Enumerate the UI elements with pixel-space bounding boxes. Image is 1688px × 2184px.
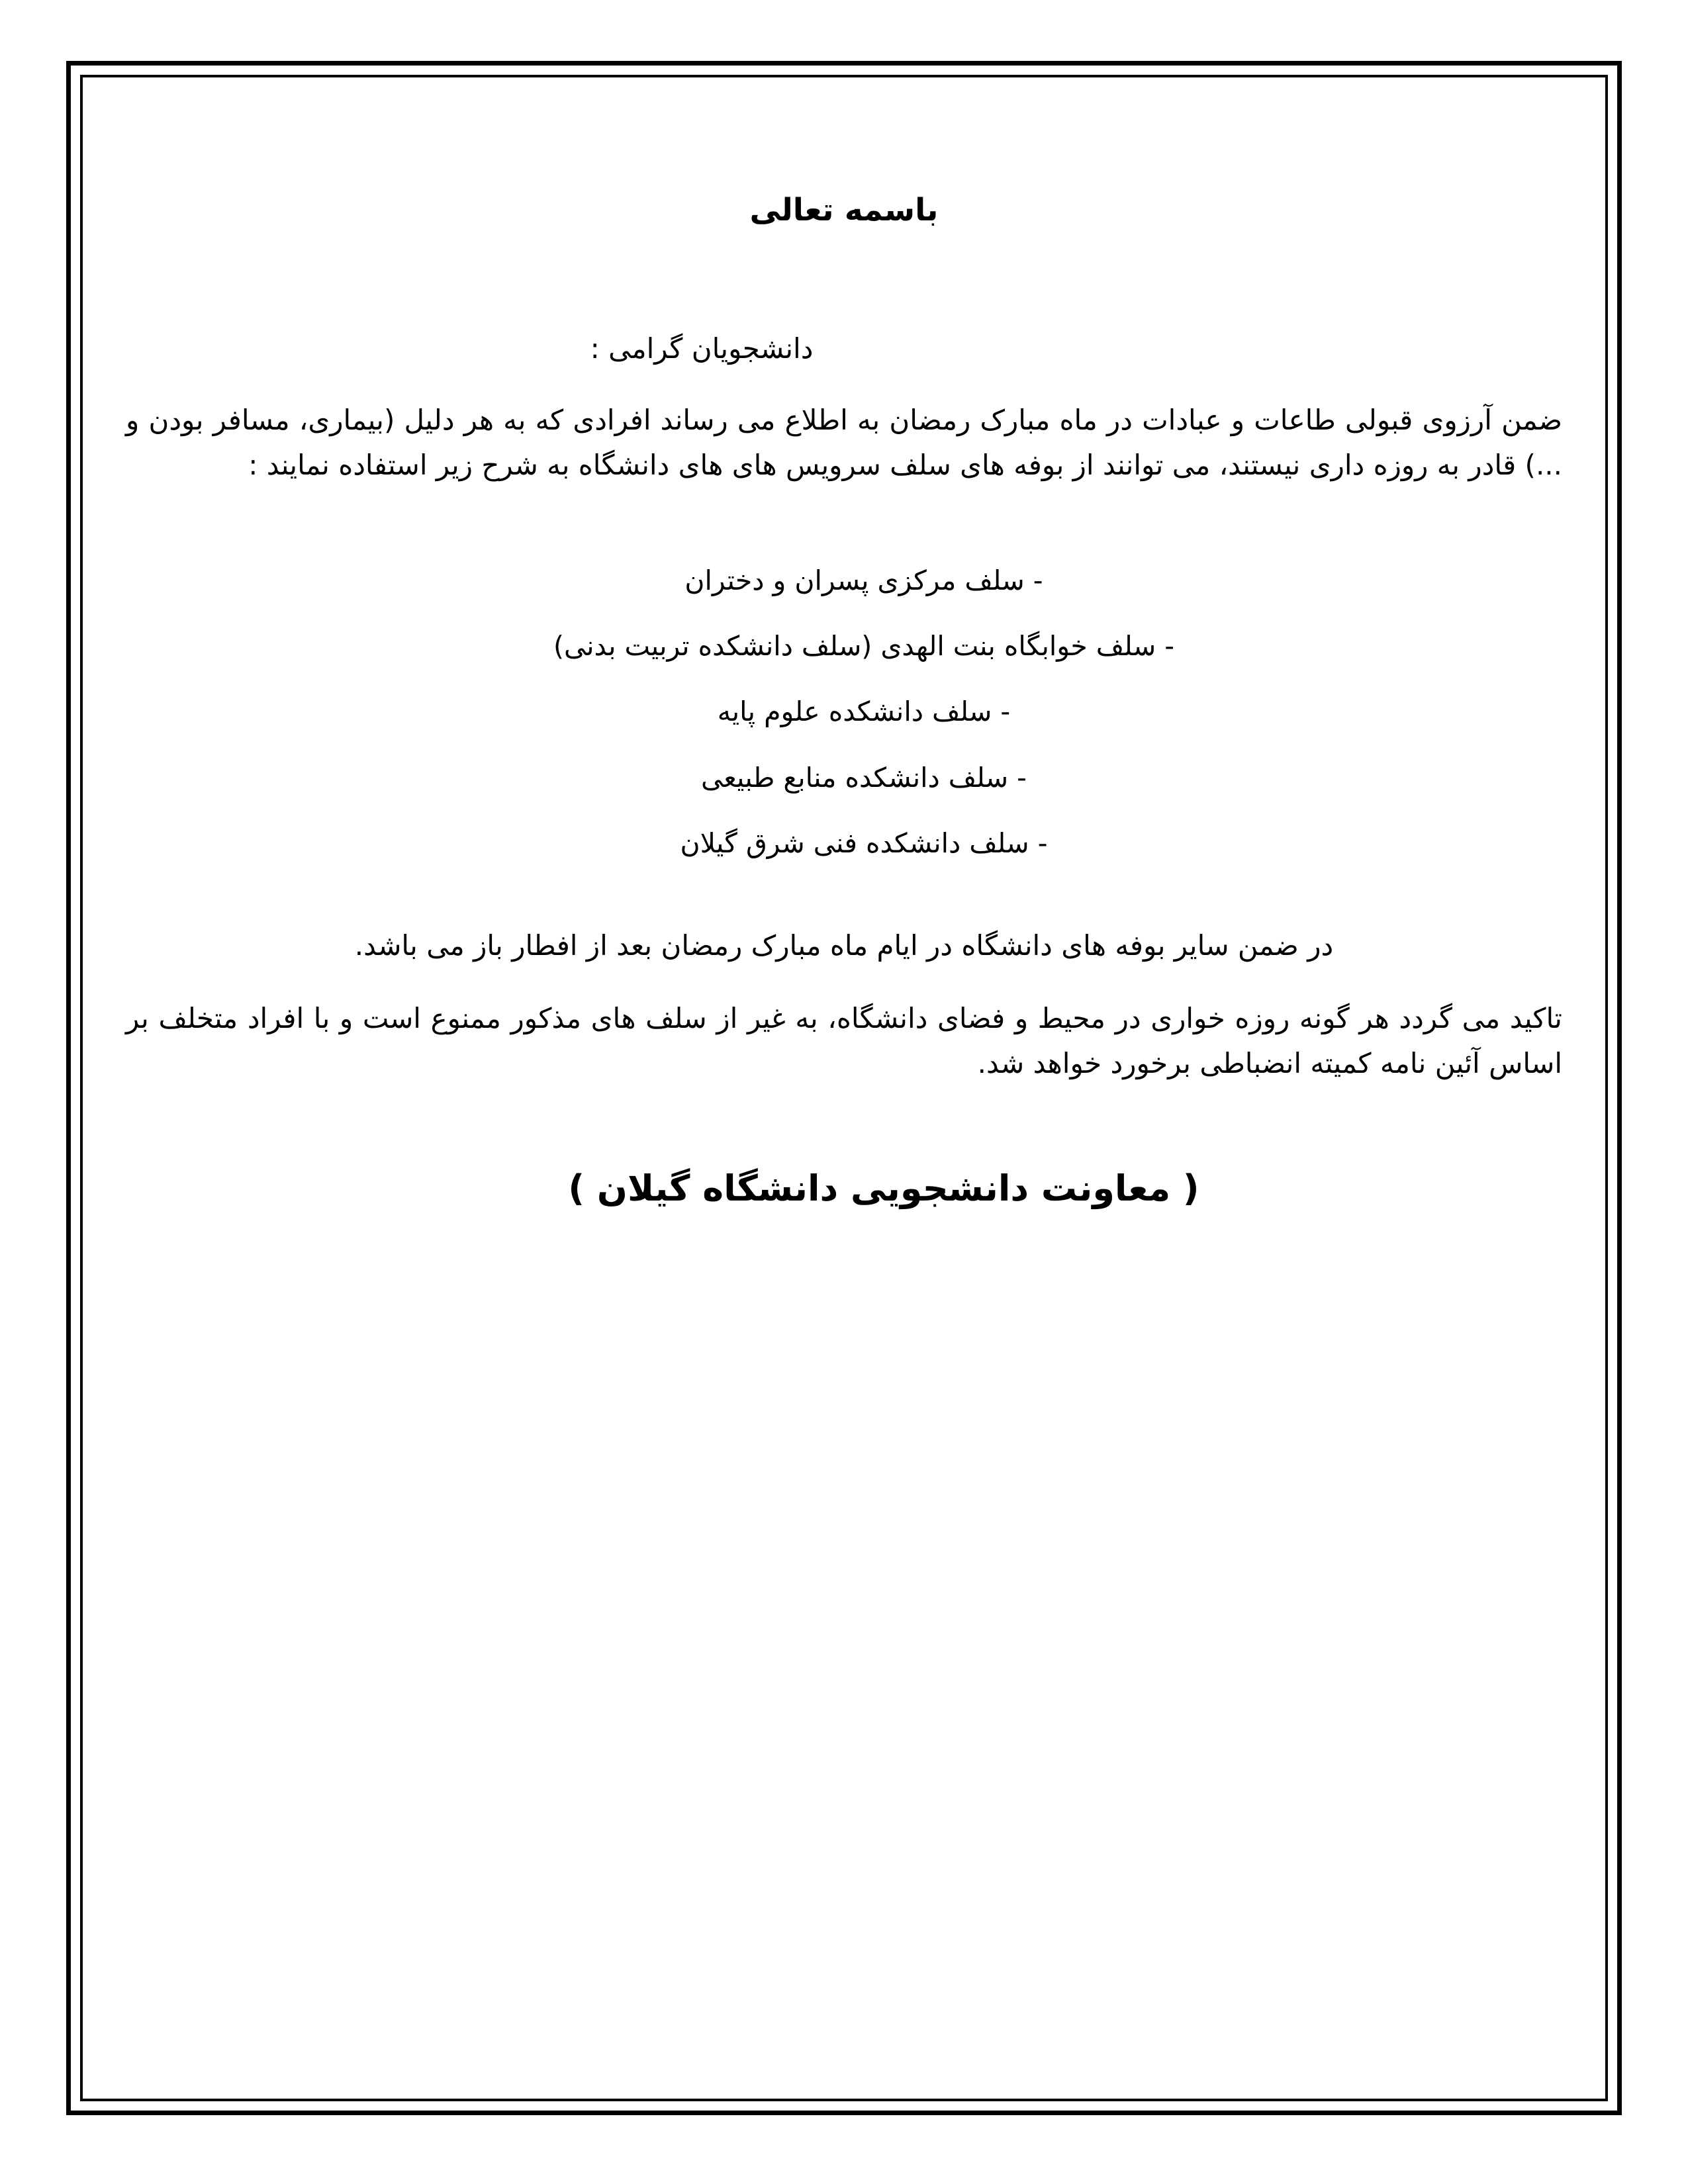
- list-item: - سلف مرکزی پسران و دختران: [684, 564, 1043, 596]
- list-item: - سلف دانشکده منابع طبیعی: [701, 761, 1027, 794]
- note-paragraph: در ضمن سایر بوفه های دانشگاه در ایام ماه مبارک رمضان بعد از افطار باز می باشد.: [354, 929, 1334, 962]
- signature-line: ( معاونت دانشجویی دانشگاه گیلان ): [568, 1167, 1199, 1209]
- list-item: - سلف خوابگاه بنت الهدی (سلف دانشکده تربیت بدنی): [553, 630, 1175, 662]
- page-title: باسمه تعالی: [749, 192, 939, 228]
- warning-paragraph: تاکید می گردد هر گونه روزه خواری در محیط و فضای دانشگاه، به غیر از سلف های مذکور ممنوع است و با افراد متخلف بر اساس آئین نامه کمیته انضباطی برخورد خواهد شد.: [126, 1001, 1562, 1080]
- salutation-line: دانشجویان گرامی :: [590, 332, 814, 365]
- list-item: - سلف دانشکده فنی شرق گیلان: [680, 827, 1048, 860]
- locations-list: [126, 563, 1562, 862]
- intro-paragraph: ضمن آرزوی قبولی طاعات و عبادات در ماه مبارک رمضان به اطلاع می رساند افرادی که به هر دلیل (بیماری، مسافر بودن و ...) قادر به روزه داری نیستند، می توانند از بوفه های سلف سرویس های های دانشگاه به شرح زیر استفاده نمایند :: [126, 403, 1562, 482]
- document-content: [126, 99, 1562, 2085]
- list-item: - سلف دانشکده علوم پایه: [717, 696, 1011, 728]
